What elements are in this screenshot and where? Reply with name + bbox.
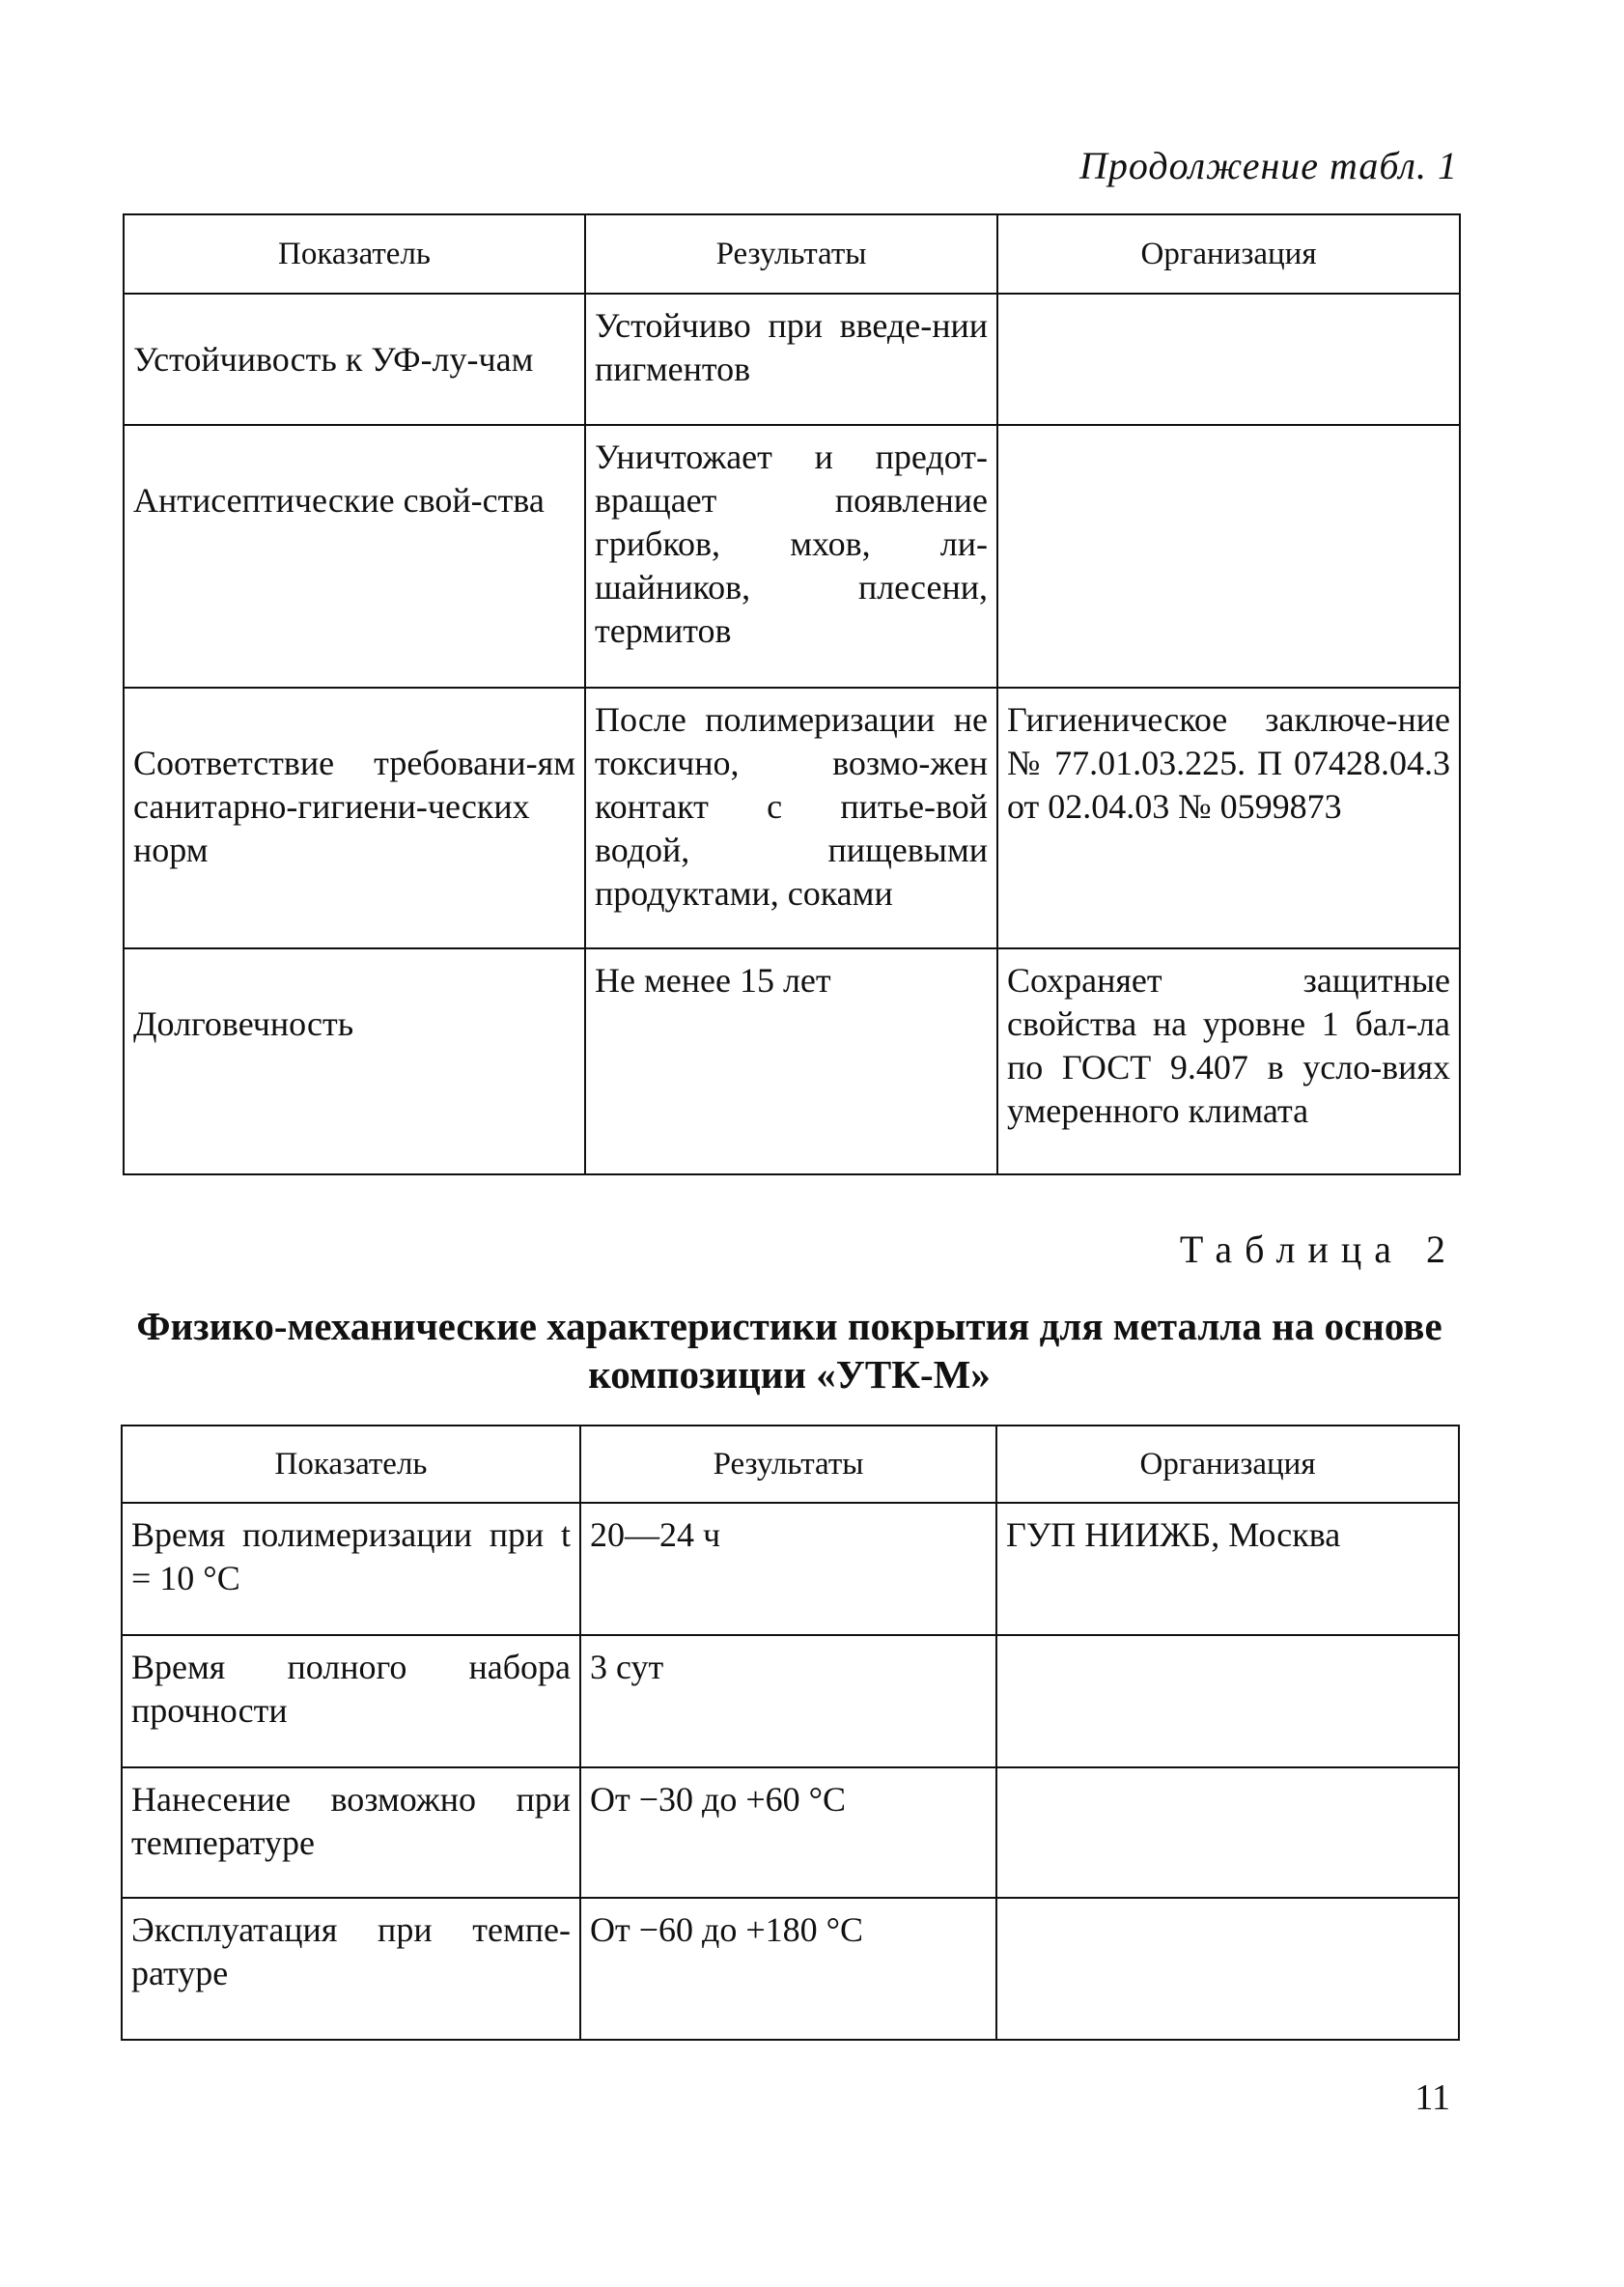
column-header: Показатель (124, 214, 585, 294)
column-header: Результаты (580, 1426, 996, 1503)
table-cell: Антисептические свой-ства (124, 425, 585, 688)
table-cell: Соответствие требовани-ям санитарно-гигиени-ческих норм (124, 688, 585, 948)
table-cell: Уничтожает и предот-вращает появление грибков, мхов, ли-шайников, плесени, термитов (585, 425, 997, 688)
table-cell: После полимеризации не токсично, возмо-жен контакт с питье-вой водой, пищевыми продуктами, соками (585, 688, 997, 948)
table-cell: Устойчиво при введе-нии пигментов (585, 294, 997, 425)
table-2 (121, 1425, 1460, 2041)
table-cell (996, 1635, 1459, 1767)
table-continuation-label: Продолжение табл. 1 (1078, 144, 1458, 187)
table-cell: От −30 до +60 °С (580, 1767, 996, 1898)
table-cell (997, 425, 1460, 688)
table-row (124, 425, 1460, 688)
table-cell: 20—24 ч (580, 1503, 996, 1635)
column-header: Показатель (122, 1426, 580, 1503)
table-cell: Долговечность (124, 948, 585, 1174)
table-cell: Устойчивость к УФ-лу-чам (124, 294, 585, 425)
column-header: Организация (997, 214, 1460, 294)
table-cell: Время полного набора прочности (122, 1635, 580, 1767)
table-cell: Эксплуатация при темпе-ратуре (122, 1898, 580, 2040)
table-cell: 3 сут (580, 1635, 996, 1767)
table-1 (123, 213, 1461, 1175)
table-row (124, 688, 1460, 948)
table-row (122, 1635, 1459, 1767)
table-row (122, 1503, 1459, 1635)
table-cell: Гигиеническое заключе-ние № 77.01.03.225. П 07428.04.3 от 02.04.03 № 0599873 (997, 688, 1460, 948)
table-cell (997, 294, 1460, 425)
table-row (124, 294, 1460, 425)
table-cell (996, 1767, 1459, 1898)
table-cell: Время полимеризации при t = 10 °С (122, 1503, 580, 1635)
table-row (122, 1898, 1459, 2040)
table-cell: От −60 до +180 °С (580, 1898, 996, 2040)
table-header-row (124, 214, 1460, 294)
table-cell: Сохраняет защитные свойства на уровне 1 бал-ла по ГОСТ 9.407 в усло-виях умеренного климата (997, 948, 1460, 1174)
column-header: Результаты (585, 214, 997, 294)
table-header-row (122, 1426, 1459, 1503)
table-number: Таблица 2 (1179, 1228, 1458, 1271)
table-cell: Не менее 15 лет (585, 948, 997, 1174)
column-header: Организация (996, 1426, 1459, 1503)
table-row (122, 1767, 1459, 1898)
table-row (124, 948, 1460, 1174)
table-cell (996, 1898, 1459, 2040)
table-caption: Физико-механические характеристики покрытия для металла на основе композиции «УТК-М» (136, 1304, 1442, 1397)
page-number: 11 (1414, 2077, 1450, 2118)
table-cell: Нанесение возможно при температуре (122, 1767, 580, 1898)
table-cell: ГУП НИИЖБ, Москва (996, 1503, 1459, 1635)
